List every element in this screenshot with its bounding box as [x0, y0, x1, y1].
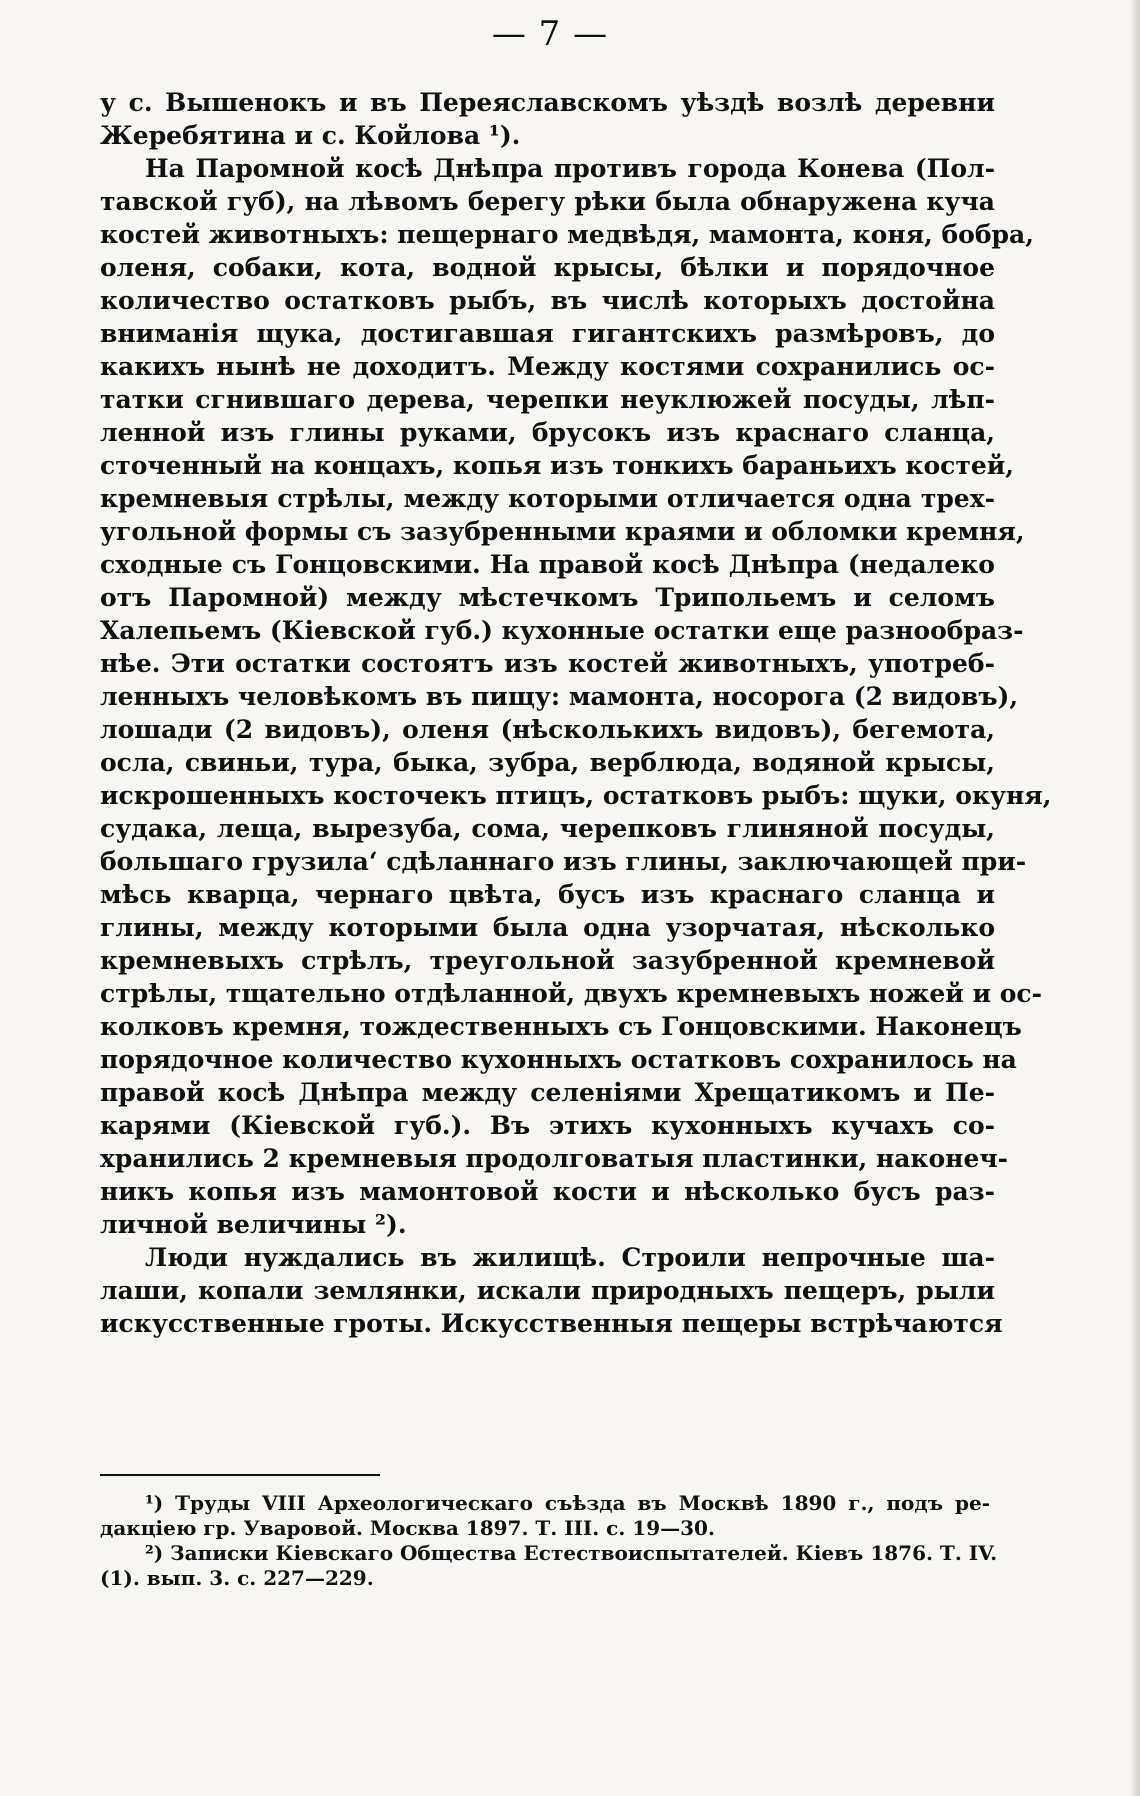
text-line: ленной изъ глины руками, брусокъ изъ краснаго сланца,	[100, 418, 995, 447]
text-line: угольной формы съ зазубренными краями и обломки кремня,	[100, 517, 1025, 546]
text-line: искусственные гроты. Искусственныя пещеры встрѣчаются	[100, 1309, 1003, 1338]
paragraph-start-line: На Паромной косѣ Днѣпра противъ города Конева (Пол-	[145, 154, 995, 183]
text-line: у с. Вышенокъ и въ Переяславскомъ уѣздѣ возлѣ деревни	[100, 88, 995, 117]
text-line: никъ копья изъ мамонтовой кости и нѣсколько бусъ раз-	[100, 1177, 995, 1206]
text-line: Жеребятина и с. Койлова ¹).	[100, 121, 521, 150]
text-line: костей животныхъ: пещернаго медвѣдя, мамонта, коня, бобра,	[100, 220, 1034, 249]
text-line: мѣсь кварца, чернаго цвѣта, бусъ изъ краснаго сланца и	[100, 880, 995, 909]
paragraph-start-line: Люди нуждались въ жилищѣ. Строили непрочные ша-	[145, 1243, 995, 1272]
text-line: Халепьемъ (Кіевской губ.) кухонные остатки еще разнообраз-	[100, 616, 1024, 645]
text-line: стрѣлы, тщательно отдѣланной, двухъ кремневыхъ ножей и ос-	[100, 979, 1043, 1008]
text-line: глины, между которыми была одна узорчатая, нѣсколько	[100, 913, 995, 942]
text-line: лошади (2 видовъ), оленя (нѣсколькихъ видовъ), бегемота,	[100, 715, 995, 744]
text-line: вниманія щука, достигавшая гигантскихъ размѣровъ, до	[100, 319, 995, 348]
footnote-line: дакціею гр. Уваровой. Москва 1897. Т. III. с. 19—30.	[100, 1516, 715, 1540]
text-line: татки сгнившаго дерева, черепки неуклюжей посуды, лѣп-	[100, 385, 995, 414]
footnote-line: ¹) Труды VIII Археологическаго съѣзда въ Москвѣ 1890 г., подъ ре-	[145, 1491, 990, 1515]
footnotes	[100, 1491, 998, 1591]
text-line: сходные съ Гонцовскими. На правой косѣ Днѣпра (недалеко	[100, 550, 995, 579]
page-number: — 7 —	[491, 14, 609, 54]
text-line: хранились 2 кремневыя продолговатыя пластинки, наконеч-	[100, 1144, 1009, 1173]
text-line: большаго грузила‘ сдѣланнаго изъ глины, заключающей при-	[100, 847, 1027, 876]
text-line: личной величины ²).	[100, 1210, 407, 1239]
text-line: правой косѣ Днѣпра между селеніями Хрещатикомъ и Пе-	[100, 1078, 995, 1107]
text-line: осла, свиньи, тура, быка, зубра, верблюда, водяной крысы,	[100, 748, 995, 777]
text-line: какихъ нынѣ не доходитъ. Между костями сохранились ос-	[100, 352, 995, 381]
text-line: лаши, копали землянки, искали природныхъ пещеръ, рыли	[100, 1276, 995, 1305]
text-line: тавской губ), на лѣвомъ берегу рѣки была обнаружена куча	[100, 187, 995, 216]
footnote-divider	[100, 1474, 380, 1476]
text-line: оленя, собаки, кота, водной крысы, бѣлки и порядочное	[100, 253, 995, 282]
text-line: порядочное количество кухонныхъ остатковъ сохранилось на	[100, 1045, 1017, 1074]
text-line: нѣе. Эти остатки состоятъ изъ костей животныхъ, употреб-	[100, 649, 995, 678]
text-line: кремневыхъ стрѣлъ, треугольной зазубренной кремневой	[100, 946, 995, 975]
text-line: кремневыя стрѣлы, между которыми отличается одна трех-	[100, 484, 995, 513]
text-line: искрошенныхъ косточекъ птицъ, остатковъ рыбъ: щуки, окуня,	[100, 781, 1052, 810]
footnote-line: ²) Записки Кіевскаго Общества Естествоиспытателей. Кіевъ 1876. Т. IV.	[145, 1541, 998, 1565]
text-line: судака, леща, вырезуба, сома, черепковъ глиняной посуды,	[100, 814, 995, 843]
text-line: сточенный на концахъ, копья изъ тонкихъ бараньихъ костей,	[100, 451, 1015, 480]
text-line: ленныхъ человѣкомъ въ пищу: мамонта, носорога (2 видовъ),	[100, 682, 1019, 711]
body-text	[100, 86, 1052, 1340]
text-line: количество остатковъ рыбъ, въ числѣ которыхъ достойна	[100, 286, 995, 315]
footnote-line: (1). вып. 3. с. 227—229.	[100, 1566, 374, 1590]
scan-edge	[1130, 0, 1140, 1796]
text-line: колковъ кремня, тождественныхъ съ Гонцовскими. Наконецъ	[100, 1012, 1022, 1041]
text-line: карями (Кіевской губ.). Въ этихъ кухонныхъ кучахъ со-	[100, 1111, 995, 1140]
text-line: отъ Паромной) между мѣстечкомъ Трипольемъ и селомъ	[100, 583, 995, 612]
